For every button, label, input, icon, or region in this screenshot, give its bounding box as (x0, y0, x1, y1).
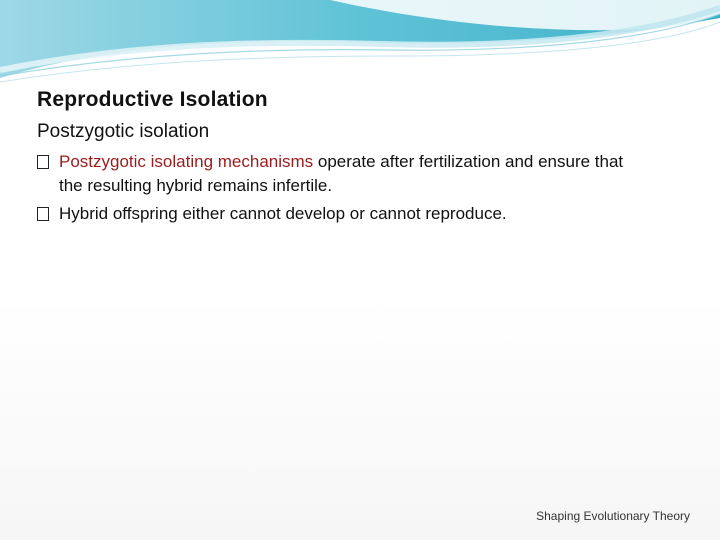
slide-footer: Shaping Evolutionary Theory (536, 509, 690, 523)
bullet-text: Hybrid offspring either cannot develop or cannot reproduce. (59, 204, 507, 223)
square-bullet-icon (37, 202, 53, 226)
slide-title: Reproductive Isolation (37, 88, 268, 111)
square-bullet-icon (37, 150, 53, 174)
header-swoosh-graphic (0, 0, 720, 90)
slide-subtitle: Postzygotic isolation (37, 121, 210, 142)
bullet-emphasis: Postzygotic isolating mechanisms (59, 152, 314, 171)
bullet-item (37, 202, 637, 226)
bullet-item (37, 150, 637, 198)
bullet-text: operate after fertilization and ensure that the resulting hybrid remains infertile. (59, 152, 624, 195)
bullet-list (37, 150, 637, 230)
